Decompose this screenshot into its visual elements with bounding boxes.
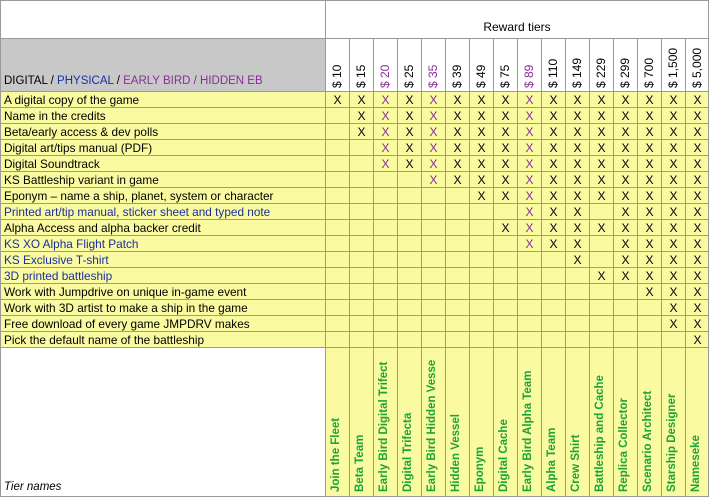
included-mark: X — [429, 93, 438, 107]
tier-price: $ 49 — [474, 64, 488, 88]
included-mark: X — [621, 93, 630, 107]
included-mark: X — [645, 141, 654, 155]
included-mark: X — [549, 93, 558, 107]
reward-tiers-title: Reward tiers — [483, 20, 551, 34]
included-mark: X — [501, 173, 510, 187]
included-mark: X — [525, 205, 534, 219]
tier-price: $ 1,500 — [666, 47, 680, 88]
included-mark: X — [693, 93, 702, 107]
included-mark: X — [693, 173, 702, 187]
tier-price: $ 700 — [642, 57, 656, 88]
feature-label: 3D printed battleship — [4, 269, 113, 283]
included-mark: X — [477, 109, 486, 123]
tier-name: Replica Collector — [618, 398, 630, 492]
included-mark: X — [429, 109, 438, 123]
included-mark: X — [381, 157, 390, 171]
included-mark: X — [693, 285, 702, 299]
included-mark: X — [645, 253, 654, 267]
included-mark: X — [573, 109, 582, 123]
included-mark: X — [693, 237, 702, 251]
included-mark: X — [453, 109, 462, 123]
included-mark: X — [477, 157, 486, 171]
included-mark: X — [573, 141, 582, 155]
included-mark: X — [669, 269, 678, 283]
included-mark: X — [669, 189, 678, 203]
included-mark: X — [669, 285, 678, 299]
included-mark: X — [621, 221, 630, 235]
included-mark: X — [453, 157, 462, 171]
tier-price: $ 149 — [570, 57, 584, 88]
tier-price: $ 20 — [378, 64, 392, 88]
included-mark: X — [645, 93, 654, 107]
included-mark: X — [597, 125, 606, 139]
tier-price: $ 5,000 — [690, 47, 704, 88]
included-mark: X — [645, 125, 654, 139]
included-mark: X — [525, 109, 534, 123]
included-mark: X — [669, 141, 678, 155]
included-mark: X — [645, 269, 654, 283]
included-mark: X — [477, 125, 486, 139]
included-mark: X — [549, 189, 558, 203]
feature-label: KS Exclusive T-shirt — [4, 253, 109, 267]
included-mark: X — [525, 221, 534, 235]
included-mark: X — [573, 221, 582, 235]
included-mark: X — [381, 141, 390, 155]
included-mark: X — [573, 237, 582, 251]
legend-separator: / — [47, 75, 58, 87]
included-mark: X — [597, 173, 606, 187]
feature-label: Beta/early access & dev polls — [4, 125, 159, 139]
tier-name: Beta Team — [354, 434, 366, 492]
included-mark: X — [477, 93, 486, 107]
included-mark: X — [501, 93, 510, 107]
included-mark: X — [693, 221, 702, 235]
included-mark: X — [357, 125, 366, 139]
tier-price: $ 75 — [498, 64, 512, 88]
included-mark: X — [501, 157, 510, 171]
feature-label: Eponym – name a ship, planet, system or character — [4, 189, 274, 203]
included-mark: X — [669, 125, 678, 139]
tier-price: $ 39 — [450, 64, 464, 88]
tier-name: Digital Trifecta — [402, 412, 414, 492]
feature-label: Digital Soundtrack — [4, 157, 100, 171]
tier-name: Eponym — [474, 446, 486, 492]
included-mark: X — [693, 109, 702, 123]
included-mark: X — [549, 157, 558, 171]
included-mark: X — [525, 93, 534, 107]
tier-name: Nameseke — [690, 435, 702, 492]
header-divider — [0, 38, 709, 39]
included-mark: X — [645, 237, 654, 251]
included-mark: X — [477, 141, 486, 155]
included-mark: X — [669, 109, 678, 123]
included-mark: X — [333, 93, 342, 107]
tier-price: $ 25 — [402, 64, 416, 88]
tier-price: $ 299 — [618, 57, 632, 88]
feature-label: Alpha Access and alpha backer credit — [4, 221, 201, 235]
included-mark: X — [525, 157, 534, 171]
included-mark: X — [621, 237, 630, 251]
included-mark: X — [597, 189, 606, 203]
included-mark: X — [453, 93, 462, 107]
included-mark: X — [645, 221, 654, 235]
included-mark: X — [477, 189, 486, 203]
tier-price: $ 229 — [594, 57, 608, 88]
included-mark: X — [573, 93, 582, 107]
tier-names-label: Tier names — [4, 481, 62, 493]
included-mark: X — [669, 301, 678, 315]
included-mark: X — [429, 125, 438, 139]
included-mark: X — [693, 157, 702, 171]
feature-label: Work with Jumpdrive on unique in-game event — [4, 285, 247, 299]
feature-column-divider — [325, 0, 326, 497]
included-mark: X — [621, 189, 630, 203]
included-mark: X — [693, 205, 702, 219]
tier-name: Digital Cache — [498, 419, 510, 492]
included-mark: X — [621, 141, 630, 155]
included-mark: X — [621, 109, 630, 123]
included-mark: X — [405, 157, 414, 171]
included-mark: X — [525, 173, 534, 187]
legend-physical: PHYSICAL — [57, 75, 114, 87]
included-mark: X — [621, 157, 630, 171]
included-mark: X — [621, 205, 630, 219]
included-mark: X — [669, 173, 678, 187]
included-mark: X — [525, 189, 534, 203]
included-mark: X — [429, 173, 438, 187]
included-mark: X — [597, 109, 606, 123]
tier-name: Early Bird Alpha Team — [522, 370, 534, 492]
included-mark: X — [501, 125, 510, 139]
included-mark: X — [453, 141, 462, 155]
included-mark: X — [549, 237, 558, 251]
included-mark: X — [669, 157, 678, 171]
included-mark: X — [405, 125, 414, 139]
included-mark: X — [693, 189, 702, 203]
tier-name: Early Bird Digital Trifect — [378, 361, 390, 492]
included-mark: X — [621, 269, 630, 283]
included-mark: X — [501, 221, 510, 235]
tier-name: Join the Fleet — [330, 417, 342, 492]
included-mark: X — [453, 173, 462, 187]
included-mark: X — [477, 173, 486, 187]
feature-label: KS XO Alpha Flight Patch — [4, 237, 139, 251]
tier-price: $ 15 — [354, 64, 368, 88]
included-mark: X — [645, 157, 654, 171]
included-mark: X — [501, 109, 510, 123]
tier-price: $ 35 — [426, 64, 440, 88]
included-mark: X — [357, 93, 366, 107]
included-mark: X — [669, 205, 678, 219]
included-mark: X — [549, 109, 558, 123]
included-mark: X — [381, 125, 390, 139]
included-mark: X — [645, 173, 654, 187]
included-mark: X — [621, 125, 630, 139]
legend-digital: DIGITAL — [4, 75, 48, 87]
included-mark: X — [693, 301, 702, 315]
left-border — [0, 0, 1, 497]
included-mark: X — [549, 221, 558, 235]
included-mark: X — [645, 189, 654, 203]
included-mark: X — [549, 141, 558, 155]
included-mark: X — [645, 109, 654, 123]
tier-name: Early Bird Hidden Vesse — [426, 359, 438, 492]
included-mark: X — [693, 333, 702, 347]
included-mark: X — [693, 269, 702, 283]
tier-name: Starship Designer — [666, 393, 678, 492]
included-mark: X — [501, 141, 510, 155]
included-mark: X — [501, 189, 510, 203]
included-mark: X — [597, 141, 606, 155]
included-mark: X — [405, 141, 414, 155]
included-mark: X — [525, 141, 534, 155]
tier-name: Hidden Vessel — [450, 414, 462, 492]
feature-label: Free download of every game JMPDRV makes — [4, 317, 250, 331]
feature-label: Digital art/tips manual (PDF) — [4, 141, 153, 155]
tier-name: Alpha Team — [546, 427, 558, 492]
included-mark: X — [453, 125, 462, 139]
included-mark: X — [549, 173, 558, 187]
included-mark: X — [573, 157, 582, 171]
included-mark: X — [429, 141, 438, 155]
included-mark: X — [669, 221, 678, 235]
feature-label: A digital copy of the game — [4, 93, 140, 107]
feature-label: KS Battleship variant in game — [4, 173, 159, 187]
included-mark: X — [405, 93, 414, 107]
tier-price: $ 89 — [522, 64, 536, 88]
included-mark: X — [573, 125, 582, 139]
included-mark: X — [621, 173, 630, 187]
included-mark: X — [597, 157, 606, 171]
included-mark: X — [669, 317, 678, 331]
included-mark: X — [693, 141, 702, 155]
feature-label: Printed art/tip manual, sticker sheet and typed note — [4, 205, 271, 219]
included-mark: X — [573, 173, 582, 187]
tier-name: Battleship and Cache — [594, 375, 606, 492]
feature-label: Pick the default name of the battleship — [4, 333, 205, 347]
included-mark: X — [645, 285, 654, 299]
included-mark: X — [693, 317, 702, 331]
included-mark: X — [693, 253, 702, 267]
legend-early-bird-hidden: EARLY BIRD / HIDDEN EB — [123, 75, 263, 87]
tier-name: Crew Shirt — [570, 434, 582, 492]
included-mark: X — [669, 253, 678, 267]
included-mark: X — [549, 125, 558, 139]
tier-name: Scenario Architect — [642, 390, 654, 492]
top-border — [0, 0, 709, 1]
included-mark: X — [381, 93, 390, 107]
included-mark: X — [357, 109, 366, 123]
included-mark: X — [525, 125, 534, 139]
included-mark: X — [669, 237, 678, 251]
tier-price: $ 110 — [546, 58, 560, 88]
included-mark: X — [381, 109, 390, 123]
included-mark: X — [429, 157, 438, 171]
included-mark: X — [573, 253, 582, 267]
included-mark: X — [693, 125, 702, 139]
included-mark: X — [405, 109, 414, 123]
tier-price: $ 10 — [330, 64, 344, 88]
included-mark: X — [573, 189, 582, 203]
included-mark: X — [669, 93, 678, 107]
feature-label: Work with 3D artist to make a ship in the game — [4, 301, 248, 315]
included-mark: X — [597, 269, 606, 283]
included-mark: X — [597, 93, 606, 107]
tier-type-legend — [4, 75, 263, 87]
included-mark: X — [525, 237, 534, 251]
included-mark: X — [573, 205, 582, 219]
included-mark: X — [597, 221, 606, 235]
included-mark: X — [621, 253, 630, 267]
included-mark: X — [645, 205, 654, 219]
included-mark: X — [549, 205, 558, 219]
legend-separator: / — [113, 75, 124, 87]
feature-label: Name in the credits — [4, 109, 106, 123]
